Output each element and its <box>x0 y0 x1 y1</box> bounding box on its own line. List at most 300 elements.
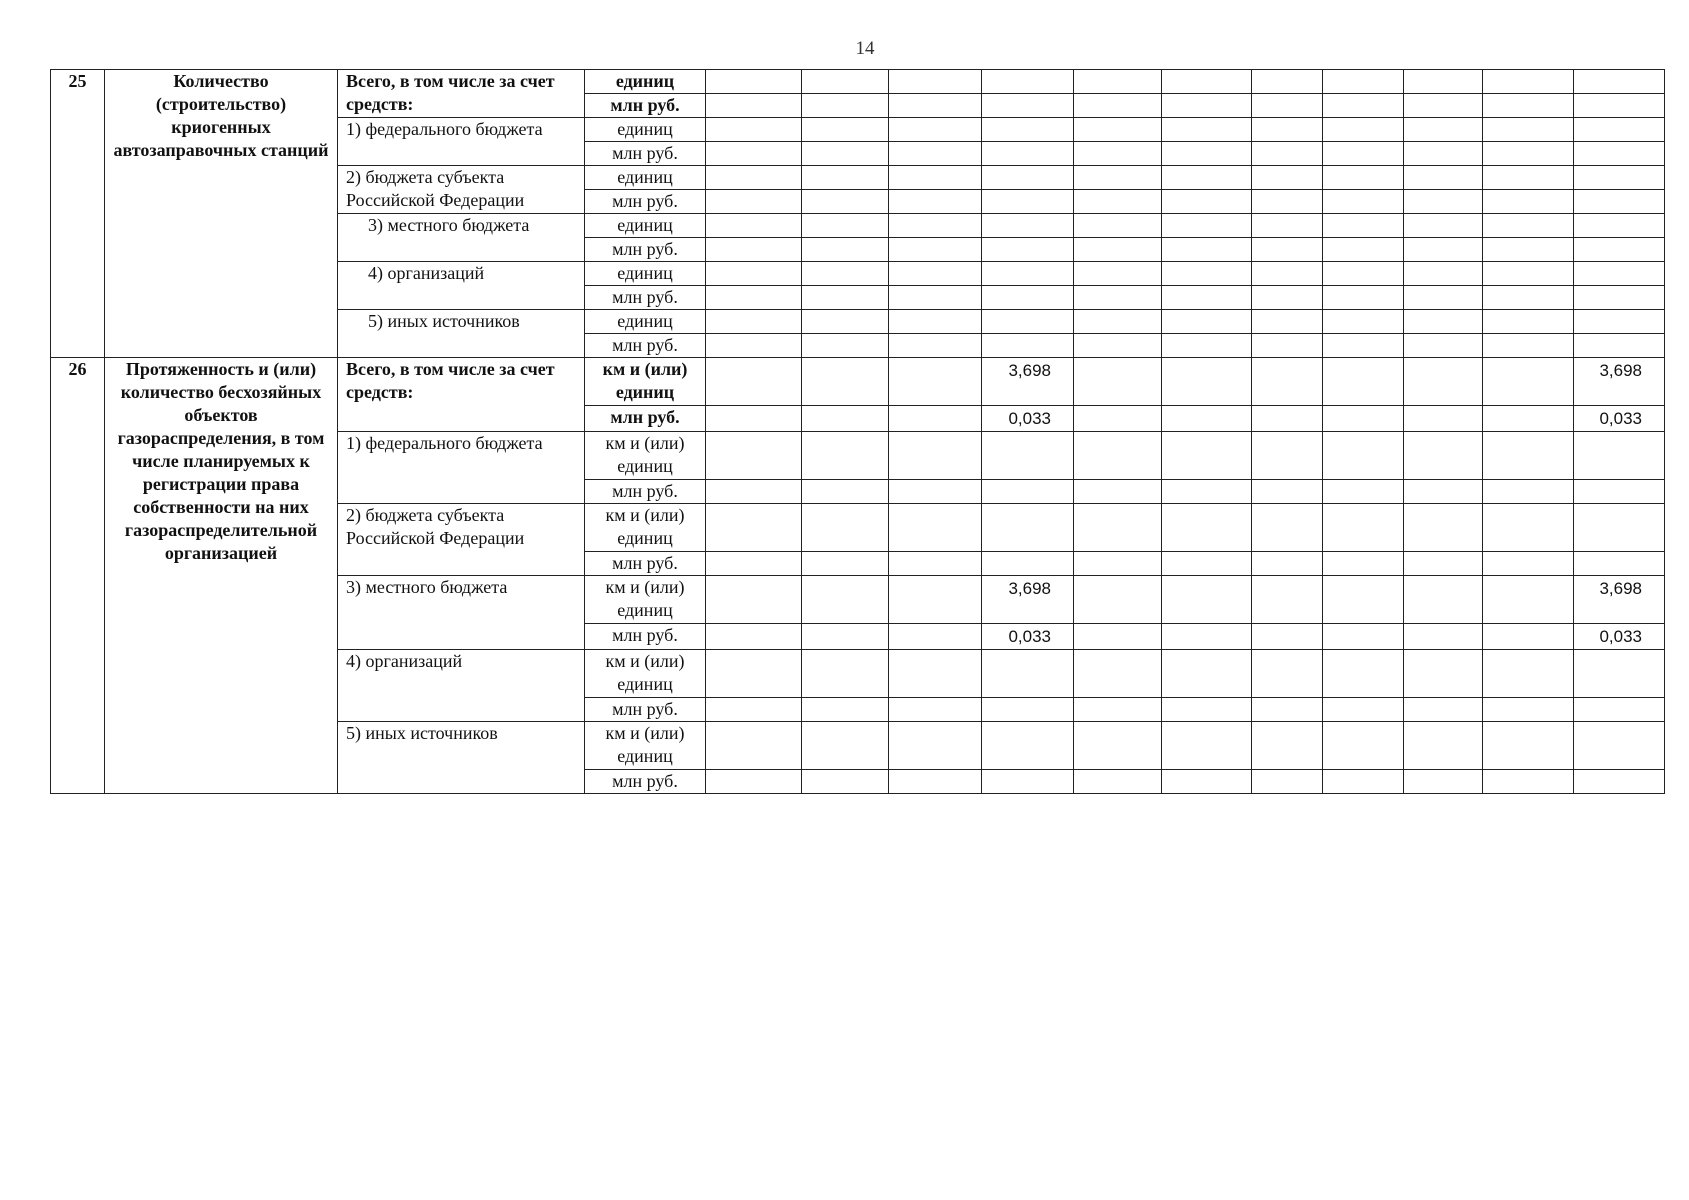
value-cell <box>982 94 1074 118</box>
value-cell <box>1483 190 1574 214</box>
funding-source: Всего, в том числе за счет средств: <box>338 358 585 432</box>
value-cell <box>1074 70 1162 94</box>
value-cell <box>1323 238 1404 262</box>
unit-cell: единиц <box>585 166 706 190</box>
value-cell: 0,033 <box>1574 624 1665 650</box>
value-cell <box>1404 166 1483 190</box>
value-cell <box>802 432 889 480</box>
value-cell <box>1323 358 1404 406</box>
value-cell <box>1162 142 1252 166</box>
value-cell <box>1252 480 1323 504</box>
value-cell <box>1162 286 1252 310</box>
value-cell <box>1162 166 1252 190</box>
value-cell <box>1323 432 1404 480</box>
value-cell <box>982 698 1074 722</box>
value-cell <box>706 624 802 650</box>
value-cell <box>982 552 1074 576</box>
value-cell <box>1162 310 1252 334</box>
value-cell <box>1404 650 1483 698</box>
value-cell <box>1323 118 1404 142</box>
value-cell <box>1483 118 1574 142</box>
value-cell <box>982 650 1074 698</box>
value-cell <box>1404 576 1483 624</box>
value-cell <box>889 722 982 770</box>
value-cell <box>1074 406 1162 432</box>
value-cell <box>1252 334 1323 358</box>
value-cell <box>1483 432 1574 480</box>
value-cell <box>1074 576 1162 624</box>
value-cell <box>1252 94 1323 118</box>
value-cell <box>1323 190 1404 214</box>
value-cell <box>1074 118 1162 142</box>
value-cell <box>706 770 802 794</box>
value-cell <box>1574 142 1665 166</box>
value-cell <box>1483 142 1574 166</box>
funding-source: 4) организаций <box>338 650 585 722</box>
value-cell <box>1074 262 1162 286</box>
value-cell <box>706 334 802 358</box>
value-cell <box>1074 286 1162 310</box>
indicator-name: Протяженность и (или) количество бесхозяйных объектов газораспределения, в том числе планируемых к регистрации права собственности на них газораспределительной организацией <box>105 358 338 794</box>
value-cell <box>706 118 802 142</box>
value-cell <box>1162 334 1252 358</box>
value-cell <box>1074 480 1162 504</box>
value-cell <box>1252 504 1323 552</box>
value-cell <box>1404 480 1483 504</box>
value-cell <box>1483 624 1574 650</box>
value-cell <box>1252 698 1323 722</box>
table-row <box>51 358 1665 406</box>
value-cell <box>982 310 1074 334</box>
value-cell <box>1323 142 1404 166</box>
unit-line: единиц <box>617 528 673 548</box>
value-cell <box>1404 190 1483 214</box>
value-cell <box>1483 166 1574 190</box>
page-number: 14 <box>855 38 875 59</box>
value-cell <box>1323 576 1404 624</box>
value-cell <box>1574 432 1665 480</box>
value-cell <box>1162 504 1252 552</box>
value-cell <box>1252 770 1323 794</box>
value-cell <box>1574 504 1665 552</box>
value-cell <box>1162 698 1252 722</box>
unit-cell: млн руб. <box>585 698 706 722</box>
value-cell <box>1323 286 1404 310</box>
value-cell <box>1074 432 1162 480</box>
unit-cell: млн руб. <box>585 142 706 166</box>
value-cell <box>1162 722 1252 770</box>
value-cell <box>1483 310 1574 334</box>
unit-cell: млн руб. <box>585 552 706 576</box>
value-cell <box>1483 94 1574 118</box>
value-cell <box>1252 166 1323 190</box>
value-cell <box>1074 310 1162 334</box>
value-cell <box>1162 480 1252 504</box>
value-cell <box>1404 722 1483 770</box>
value-cell <box>706 480 802 504</box>
unit-line: км и (или) <box>602 359 688 379</box>
value-cell <box>706 166 802 190</box>
unit-cell <box>585 504 706 552</box>
value-cell <box>802 480 889 504</box>
value-cell <box>982 432 1074 480</box>
value-cell <box>1323 698 1404 722</box>
unit-cell <box>585 722 706 770</box>
value-cell <box>1483 262 1574 286</box>
value-cell <box>1404 262 1483 286</box>
value-cell <box>1252 576 1323 624</box>
value-cell <box>802 94 889 118</box>
value-cell <box>802 650 889 698</box>
value-cell <box>802 142 889 166</box>
value-cell <box>889 262 982 286</box>
value-cell <box>802 166 889 190</box>
unit-cell: млн руб. <box>585 624 706 650</box>
value-cell <box>1404 358 1483 406</box>
value-cell <box>1252 70 1323 94</box>
value-cell <box>1252 118 1323 142</box>
indicator-name: Количество (строительство) криогенных автозаправочных станций <box>105 70 338 358</box>
value-cell <box>1323 70 1404 94</box>
value-cell <box>889 698 982 722</box>
value-cell <box>802 576 889 624</box>
value-cell <box>1404 406 1483 432</box>
value-cell <box>706 70 802 94</box>
value-cell <box>1404 770 1483 794</box>
value-cell <box>889 552 982 576</box>
value-cell <box>982 238 1074 262</box>
value-cell <box>1162 650 1252 698</box>
value-cell <box>1404 310 1483 334</box>
unit-line: единиц <box>617 456 673 476</box>
value-cell <box>1574 334 1665 358</box>
value-cell <box>706 94 802 118</box>
value-cell <box>1162 358 1252 406</box>
value-cell <box>1252 432 1323 480</box>
value-cell <box>889 480 982 504</box>
unit-cell: единиц <box>585 118 706 142</box>
value-cell <box>1074 770 1162 794</box>
value-cell <box>1323 94 1404 118</box>
value-cell: 0,033 <box>1574 406 1665 432</box>
value-cell <box>1483 698 1574 722</box>
value-cell <box>1074 624 1162 650</box>
value-cell <box>889 94 982 118</box>
value-cell <box>1323 334 1404 358</box>
value-cell <box>982 70 1074 94</box>
unit-cell: млн руб. <box>585 406 706 432</box>
value-cell <box>1252 722 1323 770</box>
value-cell <box>1252 624 1323 650</box>
value-cell <box>1574 238 1665 262</box>
funding-source: 5) иных источников <box>338 310 585 358</box>
value-cell: 3,698 <box>1574 358 1665 406</box>
value-cell <box>1162 70 1252 94</box>
value-cell <box>1574 70 1665 94</box>
unit-line: единиц <box>617 600 673 620</box>
unit-cell: единиц <box>585 70 706 94</box>
value-cell <box>1483 576 1574 624</box>
value-cell <box>1252 358 1323 406</box>
unit-line: км и (или) <box>605 433 685 453</box>
value-cell <box>1574 722 1665 770</box>
value-cell <box>1162 576 1252 624</box>
value-cell <box>1323 262 1404 286</box>
value-cell <box>982 190 1074 214</box>
unit-line: единиц <box>617 674 673 694</box>
value-cell <box>802 310 889 334</box>
value-cell <box>1074 552 1162 576</box>
value-cell <box>706 552 802 576</box>
value-cell: 3,698 <box>982 358 1074 406</box>
value-cell <box>1404 142 1483 166</box>
value-cell <box>1483 214 1574 238</box>
value-cell <box>1483 722 1574 770</box>
value-cell <box>1252 310 1323 334</box>
value-cell <box>1162 214 1252 238</box>
funding-source: Всего, в том числе за счет средств: <box>338 70 585 118</box>
funding-source: 2) бюджета субъекта Российской Федерации <box>338 166 585 214</box>
value-cell <box>802 698 889 722</box>
funding-source: 1) федерального бюджета <box>338 118 585 166</box>
unit-cell: млн руб. <box>585 334 706 358</box>
value-cell <box>802 262 889 286</box>
unit-line: км и (или) <box>605 723 685 743</box>
unit-cell: млн руб. <box>585 286 706 310</box>
value-cell <box>1252 286 1323 310</box>
value-cell <box>802 624 889 650</box>
value-cell <box>889 406 982 432</box>
value-cell <box>889 432 982 480</box>
value-cell <box>1323 214 1404 238</box>
value-cell <box>1074 504 1162 552</box>
value-cell <box>1483 334 1574 358</box>
value-cell <box>889 310 982 334</box>
value-cell <box>889 770 982 794</box>
value-cell <box>1252 262 1323 286</box>
value-cell <box>1074 238 1162 262</box>
value-cell <box>1252 190 1323 214</box>
unit-cell <box>585 432 706 480</box>
unit-cell <box>585 358 706 406</box>
value-cell <box>1404 286 1483 310</box>
value-cell <box>889 118 982 142</box>
value-cell <box>889 238 982 262</box>
value-cell <box>802 552 889 576</box>
funding-source: 1) федерального бюджета <box>338 432 585 504</box>
value-cell <box>1074 94 1162 118</box>
value-cell <box>706 286 802 310</box>
funding-source: 3) местного бюджета <box>338 214 585 262</box>
value-cell <box>889 334 982 358</box>
value-cell <box>1162 770 1252 794</box>
value-cell <box>1074 142 1162 166</box>
value-cell <box>1162 406 1252 432</box>
unit-line: км и (или) <box>605 651 685 671</box>
value-cell <box>1574 552 1665 576</box>
value-cell <box>1574 166 1665 190</box>
value-cell <box>1162 118 1252 142</box>
funding-source: 4) организаций <box>338 262 585 310</box>
value-cell <box>1574 94 1665 118</box>
value-cell <box>1323 166 1404 190</box>
value-cell <box>982 722 1074 770</box>
value-cell <box>1574 118 1665 142</box>
value-cell <box>802 334 889 358</box>
value-cell <box>1162 94 1252 118</box>
value-cell <box>1574 698 1665 722</box>
value-cell <box>1323 406 1404 432</box>
value-cell <box>1323 624 1404 650</box>
value-cell <box>982 262 1074 286</box>
value-cell <box>1574 480 1665 504</box>
value-cell <box>706 238 802 262</box>
unit-line: км и (или) <box>605 577 685 597</box>
value-cell <box>1404 552 1483 576</box>
value-cell <box>982 480 1074 504</box>
value-cell <box>982 334 1074 358</box>
value-cell <box>1074 214 1162 238</box>
row-number: 25 <box>51 70 105 358</box>
value-cell <box>1483 238 1574 262</box>
value-cell <box>1404 238 1483 262</box>
value-cell <box>1252 214 1323 238</box>
value-cell <box>889 624 982 650</box>
value-cell <box>889 504 982 552</box>
value-cell <box>802 770 889 794</box>
value-cell <box>1252 406 1323 432</box>
value-cell <box>1162 190 1252 214</box>
value-cell <box>1162 238 1252 262</box>
value-cell <box>982 214 1074 238</box>
value-cell <box>1074 698 1162 722</box>
value-cell <box>889 286 982 310</box>
value-cell: 0,033 <box>982 624 1074 650</box>
value-cell <box>1483 70 1574 94</box>
value-cell <box>802 118 889 142</box>
value-cell <box>1323 770 1404 794</box>
value-cell <box>982 286 1074 310</box>
value-cell <box>1483 504 1574 552</box>
value-cell <box>802 190 889 214</box>
value-cell <box>1483 480 1574 504</box>
unit-cell: млн руб. <box>585 770 706 794</box>
funding-source: 3) местного бюджета <box>338 576 585 650</box>
value-cell <box>1404 334 1483 358</box>
value-cell <box>1574 770 1665 794</box>
unit-cell: млн руб. <box>585 190 706 214</box>
value-cell <box>706 698 802 722</box>
value-cell <box>1323 480 1404 504</box>
value-cell <box>1074 722 1162 770</box>
value-cell <box>1404 94 1483 118</box>
value-cell <box>706 310 802 334</box>
value-cell <box>706 650 802 698</box>
value-cell <box>1574 286 1665 310</box>
value-cell <box>982 142 1074 166</box>
value-cell <box>706 142 802 166</box>
value-cell <box>1162 624 1252 650</box>
value-cell <box>1404 432 1483 480</box>
table-row <box>51 70 1665 94</box>
value-cell <box>802 238 889 262</box>
value-cell <box>1404 698 1483 722</box>
value-cell <box>889 70 982 94</box>
value-cell <box>706 722 802 770</box>
value-cell <box>1323 504 1404 552</box>
value-cell <box>1574 214 1665 238</box>
value-cell: 3,698 <box>982 576 1074 624</box>
unit-cell: единиц <box>585 262 706 286</box>
value-cell <box>1162 432 1252 480</box>
value-cell <box>1404 624 1483 650</box>
value-cell <box>1574 262 1665 286</box>
value-cell <box>1574 310 1665 334</box>
value-cell <box>889 576 982 624</box>
unit-cell <box>585 650 706 698</box>
value-cell <box>1483 552 1574 576</box>
value-cell <box>1483 650 1574 698</box>
value-cell <box>1483 286 1574 310</box>
unit-cell: единиц <box>585 214 706 238</box>
value-cell <box>706 504 802 552</box>
value-cell <box>1404 214 1483 238</box>
unit-cell: млн руб. <box>585 480 706 504</box>
value-cell: 0,033 <box>982 406 1074 432</box>
value-cell <box>1574 190 1665 214</box>
value-cell <box>982 770 1074 794</box>
value-cell <box>1162 552 1252 576</box>
value-cell <box>889 358 982 406</box>
value-cell <box>1323 722 1404 770</box>
value-cell <box>1074 166 1162 190</box>
unit-cell: единиц <box>585 310 706 334</box>
unit-cell: млн руб. <box>585 94 706 118</box>
value-cell <box>1483 406 1574 432</box>
value-cell <box>889 650 982 698</box>
value-cell <box>706 406 802 432</box>
value-cell <box>706 358 802 406</box>
funding-source: 5) иных источников <box>338 722 585 794</box>
value-cell <box>982 166 1074 190</box>
funding-source: 2) бюджета субъекта Российской Федерации <box>338 504 585 576</box>
value-cell <box>706 190 802 214</box>
value-cell <box>802 504 889 552</box>
unit-line: единиц <box>615 382 675 402</box>
value-cell <box>706 262 802 286</box>
value-cell <box>1483 358 1574 406</box>
value-cell <box>1074 190 1162 214</box>
unit-cell: млн руб. <box>585 238 706 262</box>
value-cell <box>706 576 802 624</box>
value-cell <box>1574 650 1665 698</box>
value-cell <box>802 286 889 310</box>
value-cell <box>1252 142 1323 166</box>
row-number: 26 <box>51 358 105 794</box>
value-cell <box>1074 358 1162 406</box>
value-cell <box>1404 118 1483 142</box>
unit-cell <box>585 576 706 624</box>
value-cell <box>802 70 889 94</box>
value-cell <box>889 190 982 214</box>
indicators-table <box>50 69 1665 794</box>
value-cell <box>1252 650 1323 698</box>
value-cell <box>889 214 982 238</box>
value-cell <box>982 504 1074 552</box>
value-cell <box>1483 770 1574 794</box>
value-cell <box>1323 310 1404 334</box>
unit-line: км и (или) <box>605 505 685 525</box>
